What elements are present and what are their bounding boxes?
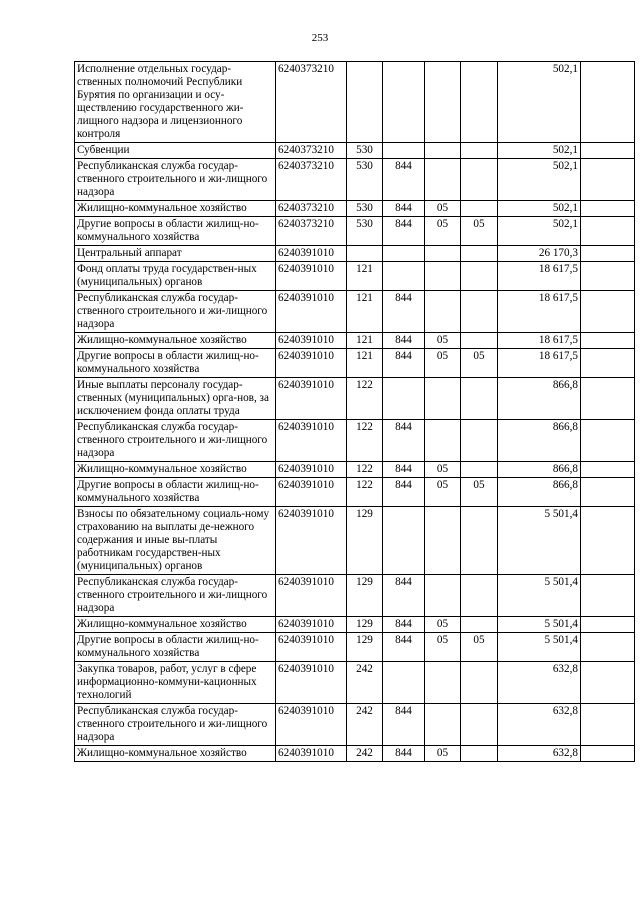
cell-department-code: 844	[383, 575, 425, 617]
cell-target-code: 6240373210	[276, 159, 347, 201]
cell-expense-type: 129	[347, 575, 383, 617]
cell-department-code	[383, 143, 425, 159]
cell-name: Субвенции	[75, 143, 276, 159]
table-row	[75, 478, 635, 507]
cell-empty	[581, 507, 635, 575]
cell-department-code: 844	[383, 201, 425, 217]
cell-subsection	[461, 246, 498, 262]
cell-expense-type	[347, 62, 383, 143]
cell-subsection	[461, 662, 498, 704]
table-row	[75, 462, 635, 478]
cell-section	[425, 262, 461, 291]
cell-name: Республиканская служба государ-ственного строительного и жи-лищного надзора	[75, 704, 276, 746]
cell-amount: 866,8	[498, 378, 581, 420]
cell-target-code: 6240391010	[276, 262, 347, 291]
cell-empty	[581, 217, 635, 246]
cell-target-code: 6240373210	[276, 201, 347, 217]
cell-empty	[581, 62, 635, 143]
table-row	[75, 633, 635, 662]
cell-name: Республиканская служба государ-ственного строительного и жи-лищного надзора	[75, 291, 276, 333]
table-row	[75, 333, 635, 349]
cell-amount: 26 170,3	[498, 246, 581, 262]
cell-name: Другие вопросы в области жилищ-но-коммунального хозяйства	[75, 633, 276, 662]
cell-empty	[581, 349, 635, 378]
cell-empty	[581, 262, 635, 291]
table-row	[75, 575, 635, 617]
cell-subsection	[461, 291, 498, 333]
cell-subsection	[461, 462, 498, 478]
cell-amount: 18 617,5	[498, 262, 581, 291]
cell-target-code: 6240391010	[276, 378, 347, 420]
cell-target-code: 6240391010	[276, 246, 347, 262]
cell-name: Жилищно-коммунальное хозяйство	[75, 201, 276, 217]
budget-table	[74, 61, 635, 762]
cell-target-code: 6240391010	[276, 633, 347, 662]
cell-department-code	[383, 246, 425, 262]
table-row	[75, 262, 635, 291]
cell-amount: 5 501,4	[498, 575, 581, 617]
cell-subsection	[461, 575, 498, 617]
cell-name: Фонд оплаты труда государствен-ных (муниципальных) органов	[75, 262, 276, 291]
cell-department-code: 844	[383, 291, 425, 333]
cell-amount: 632,8	[498, 704, 581, 746]
cell-expense-type: 122	[347, 378, 383, 420]
cell-name: Центральный аппарат	[75, 246, 276, 262]
cell-target-code: 6240391010	[276, 575, 347, 617]
cell-empty	[581, 478, 635, 507]
cell-empty	[581, 333, 635, 349]
table-row	[75, 159, 635, 201]
cell-name: Закупка товаров, работ, услуг в сфере информационно-коммуни-кационных технологий	[75, 662, 276, 704]
cell-name: Иные выплаты персоналу государ-ственных (муниципальных) орга-нов, за исключением фонда оплаты труда	[75, 378, 276, 420]
cell-amount: 866,8	[498, 462, 581, 478]
cell-name: Другие вопросы в области жилищ-но-коммунального хозяйства	[75, 217, 276, 246]
cell-name: Жилищно-коммунальное хозяйство	[75, 617, 276, 633]
cell-subsection: 05	[461, 633, 498, 662]
cell-name: Взносы по обязательному социаль-ному страхованию на выплаты де-нежного содержания и иные вы-платы работникам государствен-ных (муниципальных) органов	[75, 507, 276, 575]
cell-expense-type: 129	[347, 507, 383, 575]
cell-section	[425, 704, 461, 746]
cell-empty	[581, 662, 635, 704]
cell-section: 05	[425, 633, 461, 662]
cell-amount: 632,8	[498, 662, 581, 704]
cell-department-code: 844	[383, 704, 425, 746]
cell-section: 05	[425, 462, 461, 478]
cell-amount: 18 617,5	[498, 333, 581, 349]
cell-department-code: 844	[383, 617, 425, 633]
cell-target-code: 6240391010	[276, 333, 347, 349]
cell-department-code: 844	[383, 349, 425, 378]
cell-subsection: 05	[461, 217, 498, 246]
cell-department-code	[383, 62, 425, 143]
cell-section	[425, 575, 461, 617]
table-body	[75, 62, 635, 762]
cell-target-code: 6240391010	[276, 662, 347, 704]
cell-empty	[581, 378, 635, 420]
cell-department-code: 844	[383, 746, 425, 762]
cell-expense-type: 122	[347, 462, 383, 478]
cell-subsection	[461, 262, 498, 291]
cell-name: Жилищно-коммунальное хозяйство	[75, 746, 276, 762]
cell-department-code: 844	[383, 217, 425, 246]
cell-amount: 5 501,4	[498, 617, 581, 633]
cell-expense-type: 129	[347, 633, 383, 662]
cell-empty	[581, 462, 635, 478]
cell-target-code: 6240391010	[276, 746, 347, 762]
table-row	[75, 662, 635, 704]
cell-amount: 502,1	[498, 143, 581, 159]
cell-target-code: 6240373210	[276, 62, 347, 143]
cell-expense-type: 121	[347, 291, 383, 333]
cell-expense-type: 242	[347, 704, 383, 746]
cell-section: 05	[425, 349, 461, 378]
cell-target-code: 6240391010	[276, 462, 347, 478]
cell-expense-type: 121	[347, 333, 383, 349]
cell-amount: 18 617,5	[498, 349, 581, 378]
cell-amount: 502,1	[498, 217, 581, 246]
cell-expense-type	[347, 246, 383, 262]
cell-section	[425, 662, 461, 704]
cell-name: Жилищно-коммунальное хозяйство	[75, 333, 276, 349]
cell-name: Другие вопросы в области жилищ-но-коммунального хозяйства	[75, 478, 276, 507]
cell-section	[425, 143, 461, 159]
cell-subsection: 05	[461, 349, 498, 378]
cell-empty	[581, 617, 635, 633]
table-row	[75, 201, 635, 217]
cell-amount: 866,8	[498, 478, 581, 507]
cell-amount: 502,1	[498, 159, 581, 201]
cell-amount: 632,8	[498, 746, 581, 762]
cell-name: Республиканская служба государ-ственного строительного и жи-лищного надзора	[75, 159, 276, 201]
cell-department-code: 844	[383, 633, 425, 662]
cell-target-code: 6240373210	[276, 217, 347, 246]
table-row	[75, 291, 635, 333]
cell-empty	[581, 159, 635, 201]
cell-amount: 5 501,4	[498, 633, 581, 662]
cell-department-code: 844	[383, 462, 425, 478]
cell-section	[425, 507, 461, 575]
cell-subsection	[461, 333, 498, 349]
cell-empty	[581, 291, 635, 333]
cell-department-code	[383, 378, 425, 420]
cell-amount: 502,1	[498, 201, 581, 217]
cell-section: 05	[425, 201, 461, 217]
cell-target-code: 6240373210	[276, 143, 347, 159]
cell-expense-type: 530	[347, 159, 383, 201]
cell-target-code: 6240391010	[276, 617, 347, 633]
cell-amount: 866,8	[498, 420, 581, 462]
cell-target-code: 6240391010	[276, 291, 347, 333]
cell-expense-type: 242	[347, 662, 383, 704]
cell-empty	[581, 246, 635, 262]
cell-empty	[581, 633, 635, 662]
cell-name: Республиканская служба государ-ственного строительного и жи-лищного надзора	[75, 575, 276, 617]
table-row	[75, 704, 635, 746]
cell-department-code: 844	[383, 478, 425, 507]
cell-subsection	[461, 704, 498, 746]
table-row	[75, 246, 635, 262]
cell-name: Исполнение отдельных государ-ственных полномочий Республики Бурятия по организации и осу-ществлению государственного жи-лищного надзора и лицензионного контроля	[75, 62, 276, 143]
table-row	[75, 62, 635, 143]
cell-department-code	[383, 507, 425, 575]
cell-subsection	[461, 746, 498, 762]
table-row	[75, 617, 635, 633]
cell-empty	[581, 201, 635, 217]
cell-expense-type: 122	[347, 420, 383, 462]
cell-department-code: 844	[383, 333, 425, 349]
cell-section	[425, 62, 461, 143]
cell-name: Другие вопросы в области жилищ-но-коммунального хозяйства	[75, 349, 276, 378]
page-number: 253	[311, 32, 329, 44]
cell-section	[425, 378, 461, 420]
cell-subsection	[461, 378, 498, 420]
cell-expense-type: 122	[347, 478, 383, 507]
cell-target-code: 6240391010	[276, 478, 347, 507]
cell-section	[425, 159, 461, 201]
cell-section: 05	[425, 746, 461, 762]
table-row	[75, 217, 635, 246]
cell-expense-type: 121	[347, 262, 383, 291]
cell-expense-type: 242	[347, 746, 383, 762]
cell-department-code: 844	[383, 159, 425, 201]
table-row	[75, 420, 635, 462]
cell-target-code: 6240391010	[276, 420, 347, 462]
table-row	[75, 378, 635, 420]
table-row	[75, 507, 635, 575]
cell-name: Республиканская служба государ-ственного строительного и жи-лищного надзора	[75, 420, 276, 462]
cell-expense-type: 121	[347, 349, 383, 378]
cell-section	[425, 246, 461, 262]
table-row	[75, 143, 635, 159]
cell-department-code: 844	[383, 420, 425, 462]
cell-section: 05	[425, 217, 461, 246]
cell-subsection	[461, 420, 498, 462]
table-row	[75, 746, 635, 762]
cell-target-code: 6240391010	[276, 349, 347, 378]
cell-section: 05	[425, 478, 461, 507]
cell-department-code	[383, 662, 425, 704]
cell-empty	[581, 746, 635, 762]
cell-subsection	[461, 201, 498, 217]
cell-target-code: 6240391010	[276, 507, 347, 575]
cell-expense-type: 129	[347, 617, 383, 633]
cell-section: 05	[425, 333, 461, 349]
cell-amount: 18 617,5	[498, 291, 581, 333]
cell-empty	[581, 575, 635, 617]
cell-subsection: 05	[461, 478, 498, 507]
cell-subsection	[461, 507, 498, 575]
cell-target-code: 6240391010	[276, 704, 347, 746]
cell-expense-type: 530	[347, 217, 383, 246]
cell-expense-type: 530	[347, 201, 383, 217]
cell-empty	[581, 143, 635, 159]
cell-name: Жилищно-коммунальное хозяйство	[75, 462, 276, 478]
cell-amount: 502,1	[498, 62, 581, 143]
cell-department-code	[383, 262, 425, 291]
cell-subsection	[461, 143, 498, 159]
cell-empty	[581, 420, 635, 462]
cell-subsection	[461, 62, 498, 143]
cell-expense-type: 530	[347, 143, 383, 159]
cell-section	[425, 291, 461, 333]
cell-empty	[581, 704, 635, 746]
cell-amount: 5 501,4	[498, 507, 581, 575]
table-row	[75, 349, 635, 378]
cell-section	[425, 420, 461, 462]
cell-subsection	[461, 617, 498, 633]
cell-subsection	[461, 159, 498, 201]
cell-section: 05	[425, 617, 461, 633]
